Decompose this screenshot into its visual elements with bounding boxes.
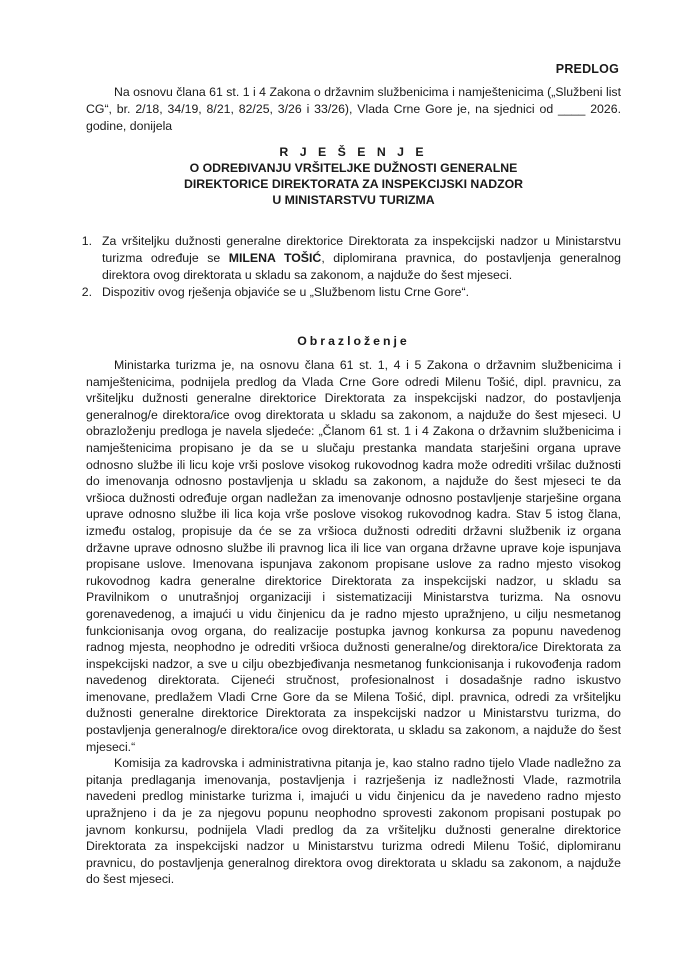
list-item-number: 1.	[81, 234, 92, 248]
list-item-number: 2.	[81, 285, 92, 299]
obrazlozenje-paragraph-1: Ministarka turizma je, na osnovu člana 61 st. 1, 4 i 5 Zakona o državnim službenicima i namještenicima, podnijela predlog da Vlada Crne Gore odredi Milenu Tošić, dipl. pravnicu, za vršiteljku dužnosti generalne direktorice Direktorata za inspekcijski nadzor, do postavljenja generalnog/e direktora/ice ovog direktorata u skladu sa zakonom, a najduže do šest mjeseci. U obrazloženju predloga je navela sljedeće: „Članom 61 st. 1 i 4 Zakona o državnim službenicima i namještenicima propisano je da se u slučaju prestanka mandata starješini organa uprave odnosno službe ili licu koje vrši poslove visokog rukovodnog kadra može odrediti vršilac dužnosti do imenovanja odnosno postavljenja u skladu sa zakonom, a najduže do šest mjeseci te da vršioca dužnosti određuje organ nadležan za imenovanje odnosno postavljenje starješine organa uprave odnosno službe ili lica koja vrše poslove visokog rukovodnog kadra. Stav 5 istog člana, između ostalog, propisuje da će se za vršioca dužnosti odrediti državni službenik iz organa državne uprave odnosno službe ili pravnog lica ili lice van organa državne uprave koje ispunjava propisane uslove. Imenovana ispunjava zakonom propisane uslove za radno mjesto visokog rukovodnog kadra generalne direktorice Direktorata za inspekcijski nadzor, u skladu sa Pravilnikom o unutrašnjoj organizaciji i sistematizaciji Ministarstva turizma. Na osnovu gorenavedenog, a imajući u vidu činjenicu da je radno mjesto upražnjeno, u cilju nesmetanog funkcionisanja ovog organa, do realizacije postupka javnog konkursa za popunu navedenog radnog mjesta, neophodno je odrediti vršioca dužnosti generalne/og direktora/ice Direktorata za inspekcijski nadzor, a sve u cilju obezbjeđivanja nesmetanog funkcionisanja i rukovođenja radom navedenog direktorata. Cijeneći stručnost, profesionalnost i dosadašnje radno iskustvo imenovane, predlažem Vladi Crne Gore da se Milena Tošić, dipl. pravnica, odredi za vršiteljku dužnosti generalne direktorice Direktorata za inspekcijski nadzor u Ministarstvu turizma, do postavljenja generalnog/e direktora/ice ovog direktorata, u skladu sa zakonom, a najduže do šest mjeseci.“	[86, 358, 621, 754]
title-line-3: DIREKTORICE DIREKTORATA ZA INSPEKCIJSKI NADZOR	[183, 177, 524, 191]
list-item	[68, 233, 621, 284]
title-rjesenje: R J E Š E N J E	[279, 145, 428, 159]
appointee-name: MILENA TOŠIĆ	[228, 251, 322, 265]
predlog-label: PREDLOG	[555, 62, 619, 76]
title-line-2: O ODREĐIVANJU VRŠITELJKE DUŽNOSTI GENERALNE	[189, 161, 518, 175]
list-item-text: Za vršiteljku dužnosti generalne direktorice Direktorata za inspekcijski nadzor u Ministarstvu turizma određuje se MILENA TOŠIĆ, diplomirana pravnica, do postavljenja generalnog direktora ovog direktorata u skladu sa zakonom, a najduže do šest mjeseci.	[102, 234, 621, 282]
intro-paragraph: Na osnovu člana 61 st. 1 i 4 Zakona o državnim službenicima i namještenicima („Službeni list CG“, br. 2/18, 34/19, 8/21, 82/25, 3/26 i 33/26), Vlada Crne Gore je, na sjednici od ____ 2026. godine, donijela	[86, 85, 621, 133]
dispositive-list	[68, 233, 621, 301]
list-item-text: Dispozitiv ovog rješenja objaviće se u „Službenom listu Crne Gore“.	[102, 285, 470, 299]
document-title	[86, 144, 621, 208]
intro-block	[86, 84, 621, 135]
obrazlozenje-heading: Obrazloženje	[297, 334, 410, 348]
obrazlozenje-paragraph-2: Komisija za kadrovska i administrativna pitanja je, kao stalno radno tijelo Vlade nadležno za pitanja predlaganja imenovanja, postavljenja i razrješenja iz nadležnosti Vlade, razmotrila navedeni predlog ministarke turizma i, imajući u vidu činjenicu da je navedeno radno mjesto upražnjeno i da je za njegovu popunu neophodno sprovesti zakonom propisani postupak po javnom konkursu, podnijela Vladi predlog da za vršiteljku dužnosti generalne direktorice Direktorata za inspekcijski nadzor u Ministarstvu turizma odredi Milenu Tošić, diplomiranu pravnicu, do postavljenja generalnog direktora ovog direktorata u skladu sa zakonom, a najduže do šest mjeseci.	[86, 756, 621, 887]
obrazlozenje-body	[86, 357, 621, 888]
title-line-4: U MINISTARSTVU TURIZMA	[272, 193, 435, 207]
list-item	[68, 284, 621, 301]
